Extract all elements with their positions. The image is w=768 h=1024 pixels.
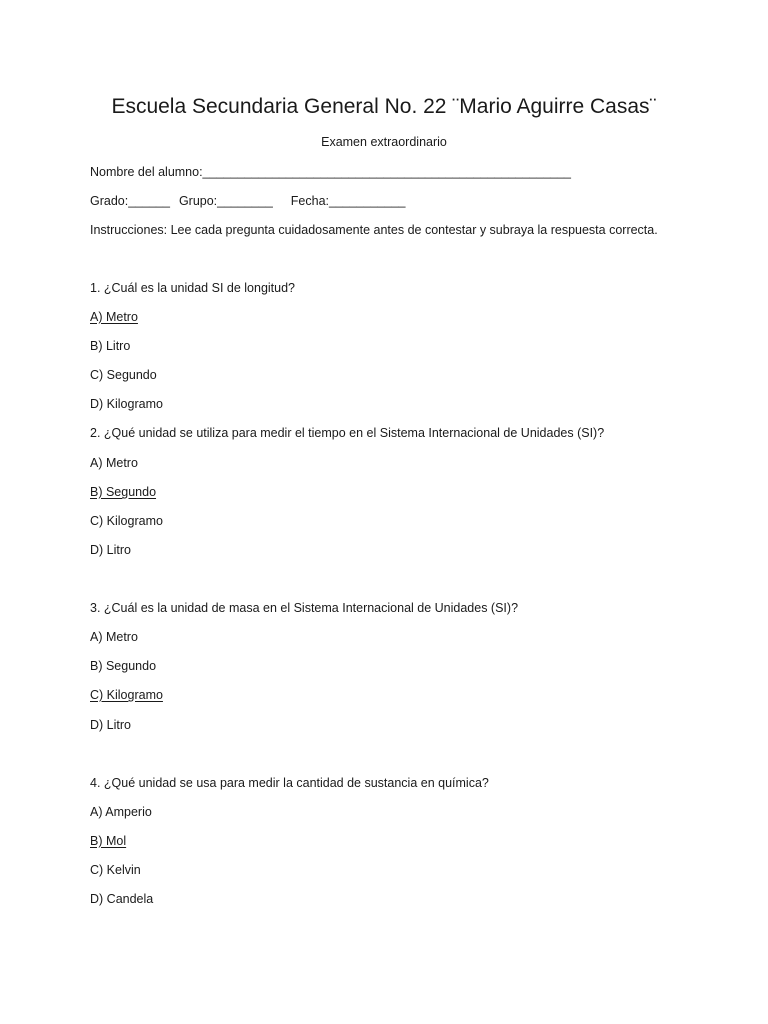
- q2-option-c: C) Kilogramo: [90, 514, 163, 528]
- q3-option-c: C) Kilogramo: [90, 688, 163, 702]
- q4-option-c: C) Kelvin: [90, 863, 141, 877]
- question-4: 4. ¿Qué unidad se usa para medir la cantidad de sustancia en química?: [90, 776, 489, 790]
- q4-option-b: B) Mol: [90, 834, 127, 848]
- student-name-field: Nombre del alumno:_____________________________________________________: [90, 165, 572, 179]
- exam-subtitle: Examen extraordinario: [321, 135, 447, 149]
- q3-option-b: B) Segundo: [90, 659, 157, 673]
- q4-option-d: D) Candela: [90, 892, 154, 906]
- instructions: Instrucciones: Lee cada pregunta cuidadosamente antes de contestar y subraya la respuesta correcta.: [90, 223, 658, 237]
- group-field: Grupo:________: [178, 194, 273, 208]
- q1-option-c: C) Segundo: [90, 368, 157, 382]
- school-title: Escuela Secundaria General No. 22 ¨Mario Aguirre Casas¨: [111, 95, 657, 118]
- question-2: 2. ¿Qué unidad se utiliza para medir el tiempo en el Sistema Internacional de Unidades (SI)?: [90, 426, 605, 440]
- q3-option-d: D) Litro: [90, 718, 131, 732]
- q2-option-b: B) Segundo: [90, 485, 157, 499]
- q1-option-b: B) Litro: [90, 339, 131, 353]
- question-3: 3. ¿Cuál es la unidad de masa en el Sistema Internacional de Unidades (SI)?: [90, 601, 519, 615]
- grade-group-date-row: [90, 193, 405, 209]
- date-field: Fecha:___________: [290, 194, 406, 208]
- q1-option-a: A) Metro: [90, 310, 138, 324]
- q4-option-a: A) Amperio: [90, 805, 152, 819]
- grade-field: Grado:______: [90, 194, 170, 208]
- q2-option-a: A) Metro: [90, 456, 138, 470]
- q2-option-d: D) Litro: [90, 543, 131, 557]
- q1-option-d: D) Kilogramo: [90, 397, 163, 411]
- question-1: 1. ¿Cuál es la unidad SI de longitud?: [90, 281, 295, 295]
- q3-option-a: A) Metro: [90, 630, 138, 644]
